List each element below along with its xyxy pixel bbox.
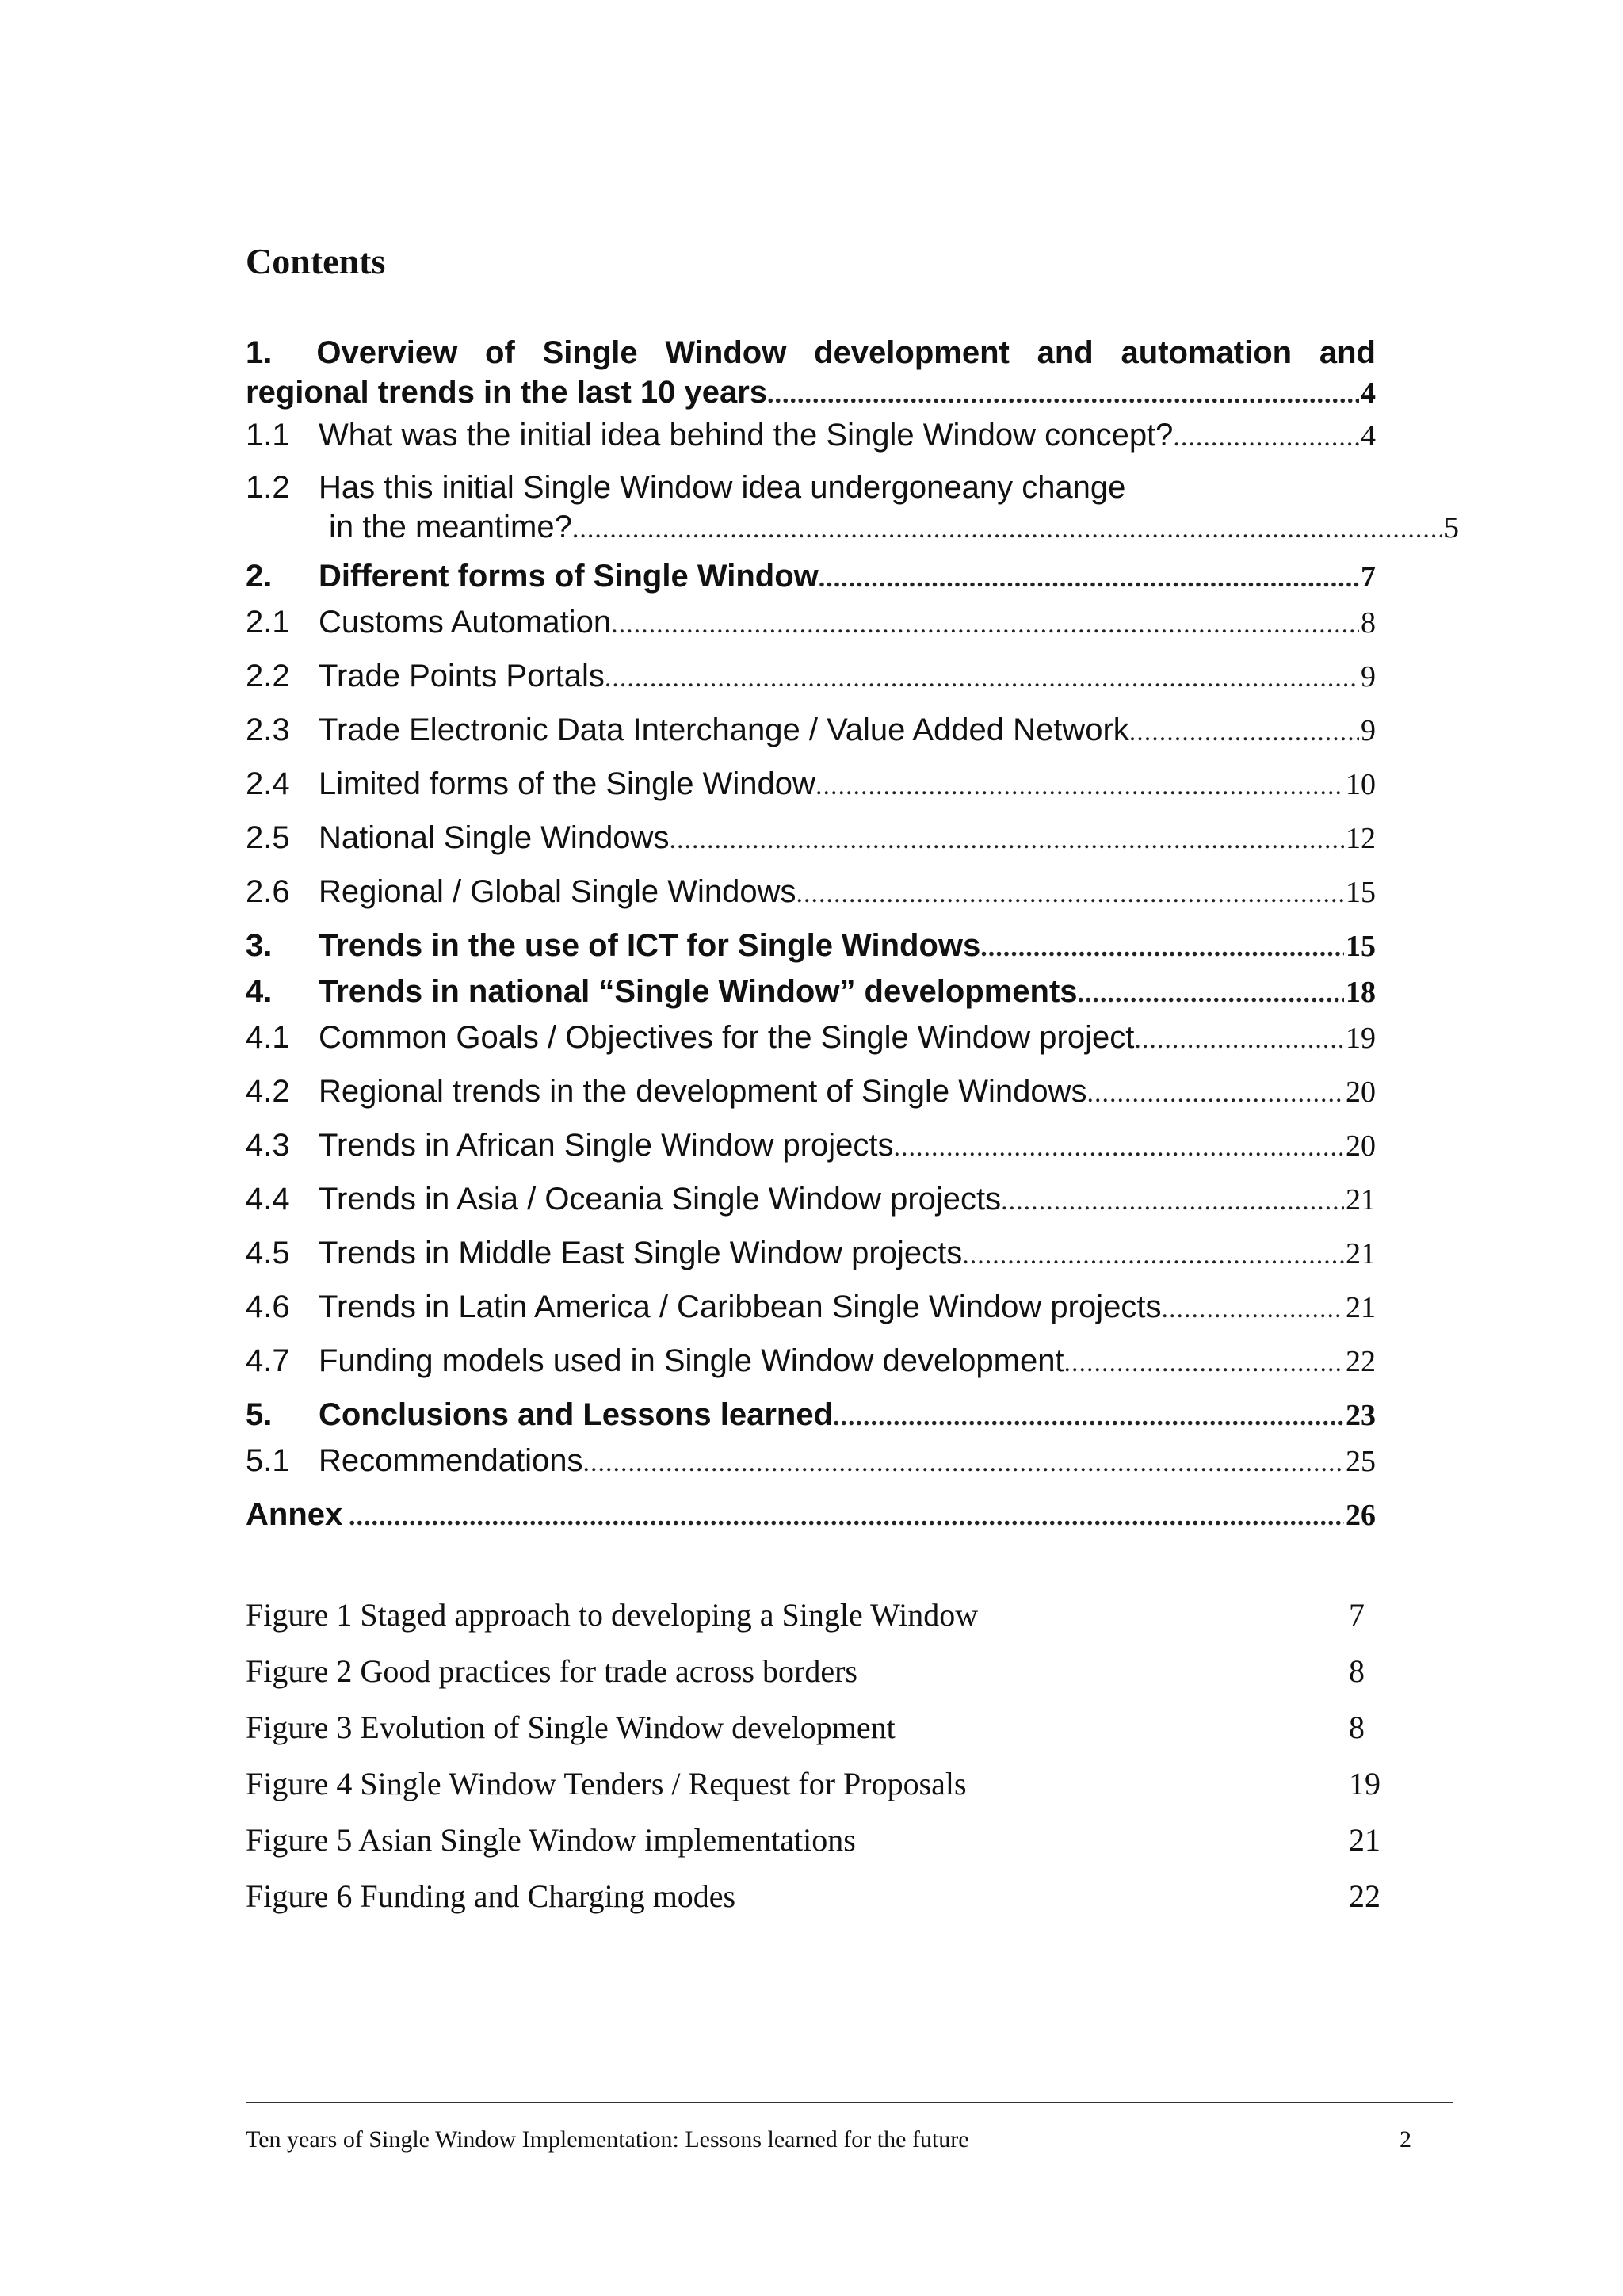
toc-entry[interactable] — [246, 872, 1376, 911]
toc-entry-text: Different forms of Single Window — [319, 559, 819, 594]
toc-entry-text: Conclusions and Lessons learned — [319, 1397, 834, 1432]
toc-entry[interactable] — [246, 926, 1376, 965]
figure-entry[interactable] — [246, 1593, 1387, 1637]
toc-entry-text: Trends in the use of ICT for Single Windows — [319, 928, 981, 963]
toc-entry-text-line2: regional trends in the last 10 years — [246, 375, 768, 410]
figure-entry-page: 21 — [1349, 1822, 1381, 1858]
toc-entry-number: 5.1 — [246, 1443, 290, 1478]
toc-entry-text: Recommendations — [319, 1443, 583, 1478]
toc-entry-number: 4.1 — [246, 1020, 290, 1055]
toc-entry-text: Customs Automation — [319, 605, 612, 640]
toc-entry-page: 18 — [1346, 976, 1376, 1009]
toc-entry-page: 10 — [1346, 768, 1376, 801]
page-number: 2 — [1400, 2126, 1411, 2153]
dot-leader — [1086, 1074, 1344, 1114]
figure-entry-label: Figure 2 Good practices for trade across borders — [246, 1653, 857, 1689]
dot-leader — [796, 874, 1344, 914]
toc-entry[interactable] — [246, 764, 1376, 804]
figure-entry-page: 22 — [1349, 1878, 1381, 1914]
toc-entry-number: 2.1 — [246, 605, 290, 640]
toc-entry-page: 12 — [1346, 822, 1376, 855]
toc-entry-page: 21 — [1346, 1183, 1376, 1217]
toc-entry-text: Annex — [246, 1497, 343, 1532]
toc-entry-number: 4.3 — [246, 1128, 290, 1163]
footer-title: Ten years of Single Window Implementation: Lessons learned for the future — [246, 2126, 969, 2153]
toc-entry-page: 9 — [1361, 660, 1376, 693]
toc-entry-text: Regional trends in the development of Single Windows — [319, 1074, 1087, 1109]
toc-entry-page: 4 — [1361, 419, 1376, 453]
toc-entry-page: 5 — [1444, 511, 1459, 544]
dot-leader — [583, 1443, 1345, 1483]
toc-entry-text: Funding models used in Single Window development — [319, 1343, 1064, 1378]
figure-entry[interactable] — [246, 1649, 1387, 1694]
figure-entry-label: Figure 6 Funding and Charging modes — [246, 1878, 736, 1914]
figure-entry[interactable] — [246, 1706, 1387, 1750]
toc-entry[interactable] — [246, 1495, 1376, 1534]
toc-entry-text: Trade Points Portals — [319, 659, 605, 693]
dot-leader — [611, 605, 1359, 644]
toc-entry-page: 19 — [1346, 1022, 1376, 1055]
toc-entry[interactable] — [246, 710, 1376, 750]
toc-entry-number: 4.4 — [246, 1182, 290, 1217]
dot-leader — [833, 1397, 1344, 1437]
toc-entry[interactable] — [246, 972, 1376, 1011]
toc-entry[interactable] — [246, 1341, 1376, 1381]
toc-entry-page: 4 — [1361, 376, 1376, 410]
figure-entry[interactable] — [246, 1818, 1387, 1862]
toc-entry-page: 20 — [1346, 1129, 1376, 1163]
toc-entry[interactable] — [246, 1125, 1376, 1165]
toc-entry-page: 22 — [1346, 1345, 1376, 1378]
toc-entry-page: 25 — [1346, 1445, 1376, 1478]
figure-entry-label: Figure 5 Asian Single Window implementations — [246, 1822, 856, 1858]
figure-entry[interactable] — [246, 1874, 1387, 1919]
toc-entry-page: 21 — [1346, 1237, 1376, 1270]
toc-entry[interactable] — [246, 1441, 1376, 1480]
toc-entry-text: Trends in Middle East Single Window projects — [319, 1236, 963, 1270]
figure-entry-page: 8 — [1349, 1653, 1365, 1689]
toc-entry-number: 2.5 — [246, 820, 290, 855]
toc-entry-text: Trends in national “Single Window” developments — [319, 974, 1078, 1009]
dot-leader — [1134, 1020, 1344, 1060]
toc-entry-number: 3. — [246, 928, 273, 963]
toc-entry-page: 9 — [1361, 714, 1376, 747]
toc-entry-number: 5. — [246, 1397, 273, 1432]
figure-entry-label: Figure 4 Single Window Tenders / Request for Proposals — [246, 1766, 967, 1801]
toc-entry-page: 21 — [1346, 1291, 1376, 1324]
toc-entry-text: Regional / Global Single Windows — [319, 874, 796, 909]
toc-entry-number: 1.2 — [246, 470, 290, 505]
toc-entry-page: 20 — [1346, 1075, 1376, 1109]
toc-entry[interactable] — [246, 468, 1459, 547]
toc-entry-page: 15 — [1346, 930, 1376, 963]
toc-entry[interactable] — [246, 1179, 1376, 1219]
toc-entry[interactable] — [246, 602, 1376, 642]
figure-entry-page: 19 — [1349, 1766, 1381, 1801]
dot-leader — [1161, 1289, 1344, 1329]
dot-leader — [349, 1497, 1344, 1537]
toc-entry-number: 2.2 — [246, 659, 290, 693]
toc-entry-page: 15 — [1346, 876, 1376, 909]
toc-entry-number: 2. — [246, 559, 273, 594]
dot-leader — [605, 659, 1359, 698]
toc-entry[interactable] — [246, 1233, 1376, 1273]
dot-leader — [815, 766, 1344, 806]
dot-leader — [767, 375, 1359, 415]
dot-leader — [819, 559, 1359, 598]
toc-entry-number: 2.6 — [246, 874, 290, 909]
toc-entry-text-line1: 1. Overview of Single Window development and automation and — [246, 335, 1376, 370]
toc-entry[interactable] — [246, 1287, 1376, 1327]
dot-leader — [894, 1128, 1344, 1167]
figure-entry-page: 8 — [1349, 1710, 1365, 1745]
toc-entry-number: 4.5 — [246, 1236, 290, 1270]
figure-entry-label: Figure 1 Staged approach to developing a Single Window — [246, 1597, 979, 1633]
toc-entry[interactable] — [246, 656, 1376, 696]
toc-entry[interactable] — [246, 415, 1376, 455]
toc-entry-text: Trends in African Single Window projects — [319, 1128, 894, 1163]
figure-entry[interactable] — [246, 1762, 1387, 1806]
dot-leader — [1064, 1343, 1344, 1383]
toc-entry[interactable] — [246, 333, 1376, 412]
figure-entry-label: Figure 3 Evolution of Single Window development — [246, 1710, 896, 1745]
toc-entry[interactable] — [246, 1018, 1376, 1057]
toc-entry-number: 2.4 — [246, 766, 290, 801]
toc-entry-page: 8 — [1361, 606, 1376, 640]
toc-entry-number: 1.1 — [246, 418, 290, 453]
dot-leader — [1078, 974, 1344, 1014]
dot-leader — [572, 510, 1442, 549]
toc-entry[interactable] — [246, 1072, 1376, 1111]
dot-leader — [962, 1236, 1344, 1275]
toc-entry-number: 4.2 — [246, 1074, 290, 1109]
toc-entry-text-line2: in the meantime? — [329, 510, 572, 544]
toc-entry-number: 4.6 — [246, 1289, 290, 1324]
dot-leader — [1173, 418, 1359, 457]
toc-entry-number: 2.3 — [246, 712, 290, 747]
footer-divider — [246, 2102, 1453, 2103]
toc-entry-text: Trade Electronic Data Interchange / Value Added Network — [319, 712, 1129, 747]
toc-entry-text: National Single Windows — [319, 820, 670, 855]
dot-leader — [980, 928, 1344, 968]
dot-leader — [1001, 1182, 1344, 1221]
toc-entry-text: What was the initial idea behind the Single Window concept? — [319, 418, 1174, 453]
dot-leader — [669, 820, 1344, 860]
toc-entry[interactable] — [246, 818, 1376, 858]
toc-entry-page: 7 — [1361, 560, 1376, 594]
toc-entry-text: Limited forms of the Single Window — [319, 766, 815, 801]
toc-entry-text: Trends in Latin America / Caribbean Single Window projects — [319, 1289, 1162, 1324]
toc-entry-text-line1: Has this initial Single Window idea undergoneany change — [319, 470, 1126, 505]
contents-heading: Contents — [246, 241, 386, 281]
toc-entry-text: Trends in Asia / Oceania Single Window projects — [319, 1182, 1002, 1217]
figure-entry-page: 7 — [1349, 1597, 1365, 1633]
toc-entry-number: 4.7 — [246, 1343, 290, 1378]
toc-entry-number: 4. — [246, 974, 273, 1009]
toc-entry-text: Common Goals / Objectives for the Single Window project — [319, 1020, 1135, 1055]
toc-entry[interactable] — [246, 1395, 1376, 1435]
toc-entry-page: 23 — [1346, 1399, 1376, 1432]
dot-leader — [1129, 712, 1359, 752]
toc-entry-page: 26 — [1346, 1499, 1376, 1532]
toc-entry[interactable] — [246, 556, 1376, 596]
